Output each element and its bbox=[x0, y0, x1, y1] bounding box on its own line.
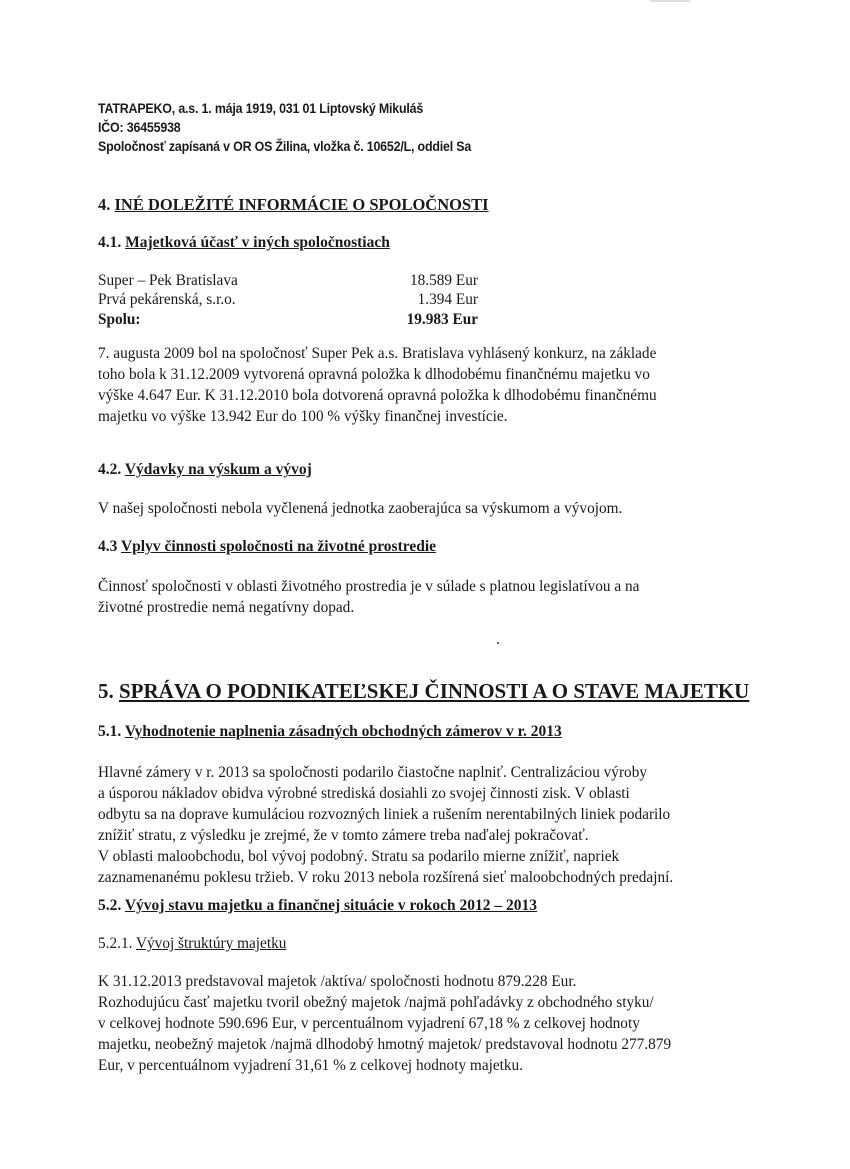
paragraph-line: Hlavné zámery v r. 2013 sa spoločnosti podarilo čiastočne naplniť. Centralizáciou výroby bbox=[98, 764, 647, 781]
section-4-3-title: Vplyv činnosti spoločnosti na životné prostredie bbox=[120, 538, 437, 555]
holding-row bbox=[98, 291, 483, 311]
section-5-2-1-heading bbox=[98, 935, 286, 953]
paragraph-line: V oblasti maloobchodu, bol vývoj podobný. Stratu sa podarilo mierne znížiť, napriek bbox=[98, 848, 620, 865]
paragraph-line: majetku, neobežný majetok /najmä dlhodobý hmotný majetok/ predstavoval hodnotu 277.879 bbox=[98, 1036, 672, 1053]
paragraph-line: V našej spoločnosti nebola vyčlenená jednotka zaoberajúca sa výskumom a vývojom. bbox=[98, 500, 623, 517]
section-4-2-title: Výdavky na výskum a vývoj bbox=[124, 461, 312, 478]
paragraph-line: znížiť stratu, z výsledku je zrejmé, že v tomto zámere treba naďalej pokračovať. bbox=[98, 827, 589, 844]
section-5-2-number: 5.2. bbox=[98, 897, 122, 914]
paragraph-line: v celkovej hodnote 590.696 Eur, v percentuálnom vyjadrení 67,18 % z celkovej hodnoty bbox=[98, 1015, 640, 1032]
header-address: TATRAPEKO, a.s. 1. mája 1919, 031 01 Liptovský Mikuláš bbox=[98, 101, 424, 116]
section-5-1-number: 5.1. bbox=[98, 723, 122, 740]
section-5-title: SPRÁVA O PODNIKATEĽSKEJ ČINNOSTI A O STAVE MAJETKU bbox=[119, 679, 750, 703]
holding-row bbox=[98, 272, 483, 292]
section-5-2-heading bbox=[98, 897, 537, 915]
section-4-1-number: 4.1. bbox=[98, 234, 122, 251]
paragraph-line: a úsporou nákladov obidva výrobné strediská dosiahli zo svojej činnosti zisk. V oblasti bbox=[98, 785, 630, 802]
paragraph-line: odbytu sa na doprave kumuláciou rozvozných liniek a rušením nerentabilných liniek podarilo bbox=[98, 806, 671, 823]
holding-name: Prvá pekárenská, s.r.o. bbox=[98, 291, 236, 308]
paragraph-line: životné prostredie nemá negatívny dopad. bbox=[98, 599, 355, 616]
scan-speck bbox=[497, 642, 499, 644]
paragraph-line: výške 4.647 Eur. K 31.12.2010 bola dotvorená opravná položka k dlhodobému finančnému bbox=[98, 387, 657, 404]
section-5-1-title: Vyhodnotenie naplnenia zásadných obchodných zámerov v r. 2013 bbox=[124, 723, 562, 740]
section-5-2-1-paragraph bbox=[98, 971, 738, 1076]
section-4-1-paragraph bbox=[98, 343, 738, 427]
paragraph-line: toho bola k 31.12.2009 vytvorená opravná položka k dlhodobému finančnému majetku vo bbox=[98, 366, 650, 383]
section-4-3-paragraph bbox=[98, 576, 738, 618]
paragraph-line: zaznamenanému poklesu tržieb. V roku 2013 nebola rozšírená sieť maloobchodných predajní. bbox=[98, 869, 674, 886]
section-5-1-heading bbox=[98, 723, 562, 741]
paragraph-line: 7. augusta 2009 bol na spoločnosť Super Pek a.s. Bratislava vyhlásený konkurz, na základe bbox=[98, 345, 657, 362]
section-5-number: 5. bbox=[98, 679, 114, 703]
section-5-2-title: Vývoj stavu majetku a finančnej situácie v rokoch 2012 – 2013 bbox=[124, 897, 538, 914]
section-4-3-number: 4.3 bbox=[98, 538, 118, 555]
section-4-title: INÉ DOLEŽITÉ INFORMÁCIE O SPOLOČNOSTI bbox=[114, 195, 489, 214]
section-4-2-paragraph bbox=[98, 498, 738, 519]
section-5-heading bbox=[98, 679, 749, 704]
company-header bbox=[98, 99, 471, 156]
paragraph-line: majetku vo výške 13.942 Eur do 100 % výšky finančnej investície. bbox=[98, 408, 508, 425]
section-4-2-number: 4.2. bbox=[98, 461, 122, 478]
section-5-2-1-title: Vývoj štruktúry majetku bbox=[135, 935, 287, 952]
scan-mark bbox=[650, 0, 690, 2]
holding-value: 18.589 Eur bbox=[410, 272, 478, 289]
section-5-1-paragraph bbox=[98, 762, 738, 888]
section-4-1-title: Majetková účasť v iných spoločnostiach bbox=[125, 234, 390, 251]
header-ico: IČO: 36455938 bbox=[98, 120, 181, 135]
holding-total-value: 19.983 Eur bbox=[406, 311, 478, 328]
paragraph-line: Činnosť spoločnosti v oblasti životného prostredia je v súlade s platnou legislatívou a na bbox=[98, 578, 640, 595]
section-5-2-1-number: 5.2.1. bbox=[98, 935, 133, 952]
section-4-3-heading bbox=[98, 538, 436, 556]
section-4-number: 4. bbox=[98, 195, 111, 214]
section-4-heading bbox=[98, 195, 489, 215]
section-4-2-heading bbox=[98, 461, 312, 479]
header-registration: Spoločnosť zapísaná v OR OS Žilina, vložka č. 10652/L, oddiel Sa bbox=[98, 139, 472, 154]
paragraph-line: K 31.12.2013 predstavoval majetok /aktíva/ spoločnosti hodnotu 879.228 Eur. bbox=[98, 973, 577, 990]
holding-value: 1.394 Eur bbox=[417, 291, 478, 308]
holding-name: Super – Pek Bratislava bbox=[98, 272, 238, 289]
holding-total-row bbox=[98, 311, 483, 331]
paragraph-line: Eur, v percentuálnom vyjadrení 31,61 % z celkovej hodnoty majetku. bbox=[98, 1057, 524, 1074]
section-4-1-heading bbox=[98, 234, 390, 252]
holding-total-label: Spolu: bbox=[98, 311, 141, 328]
paragraph-line: Rozhodujúcu časť majetku tvoril obežný majetok /najmä pohľadávky z obchodného styku/ bbox=[98, 994, 654, 1011]
